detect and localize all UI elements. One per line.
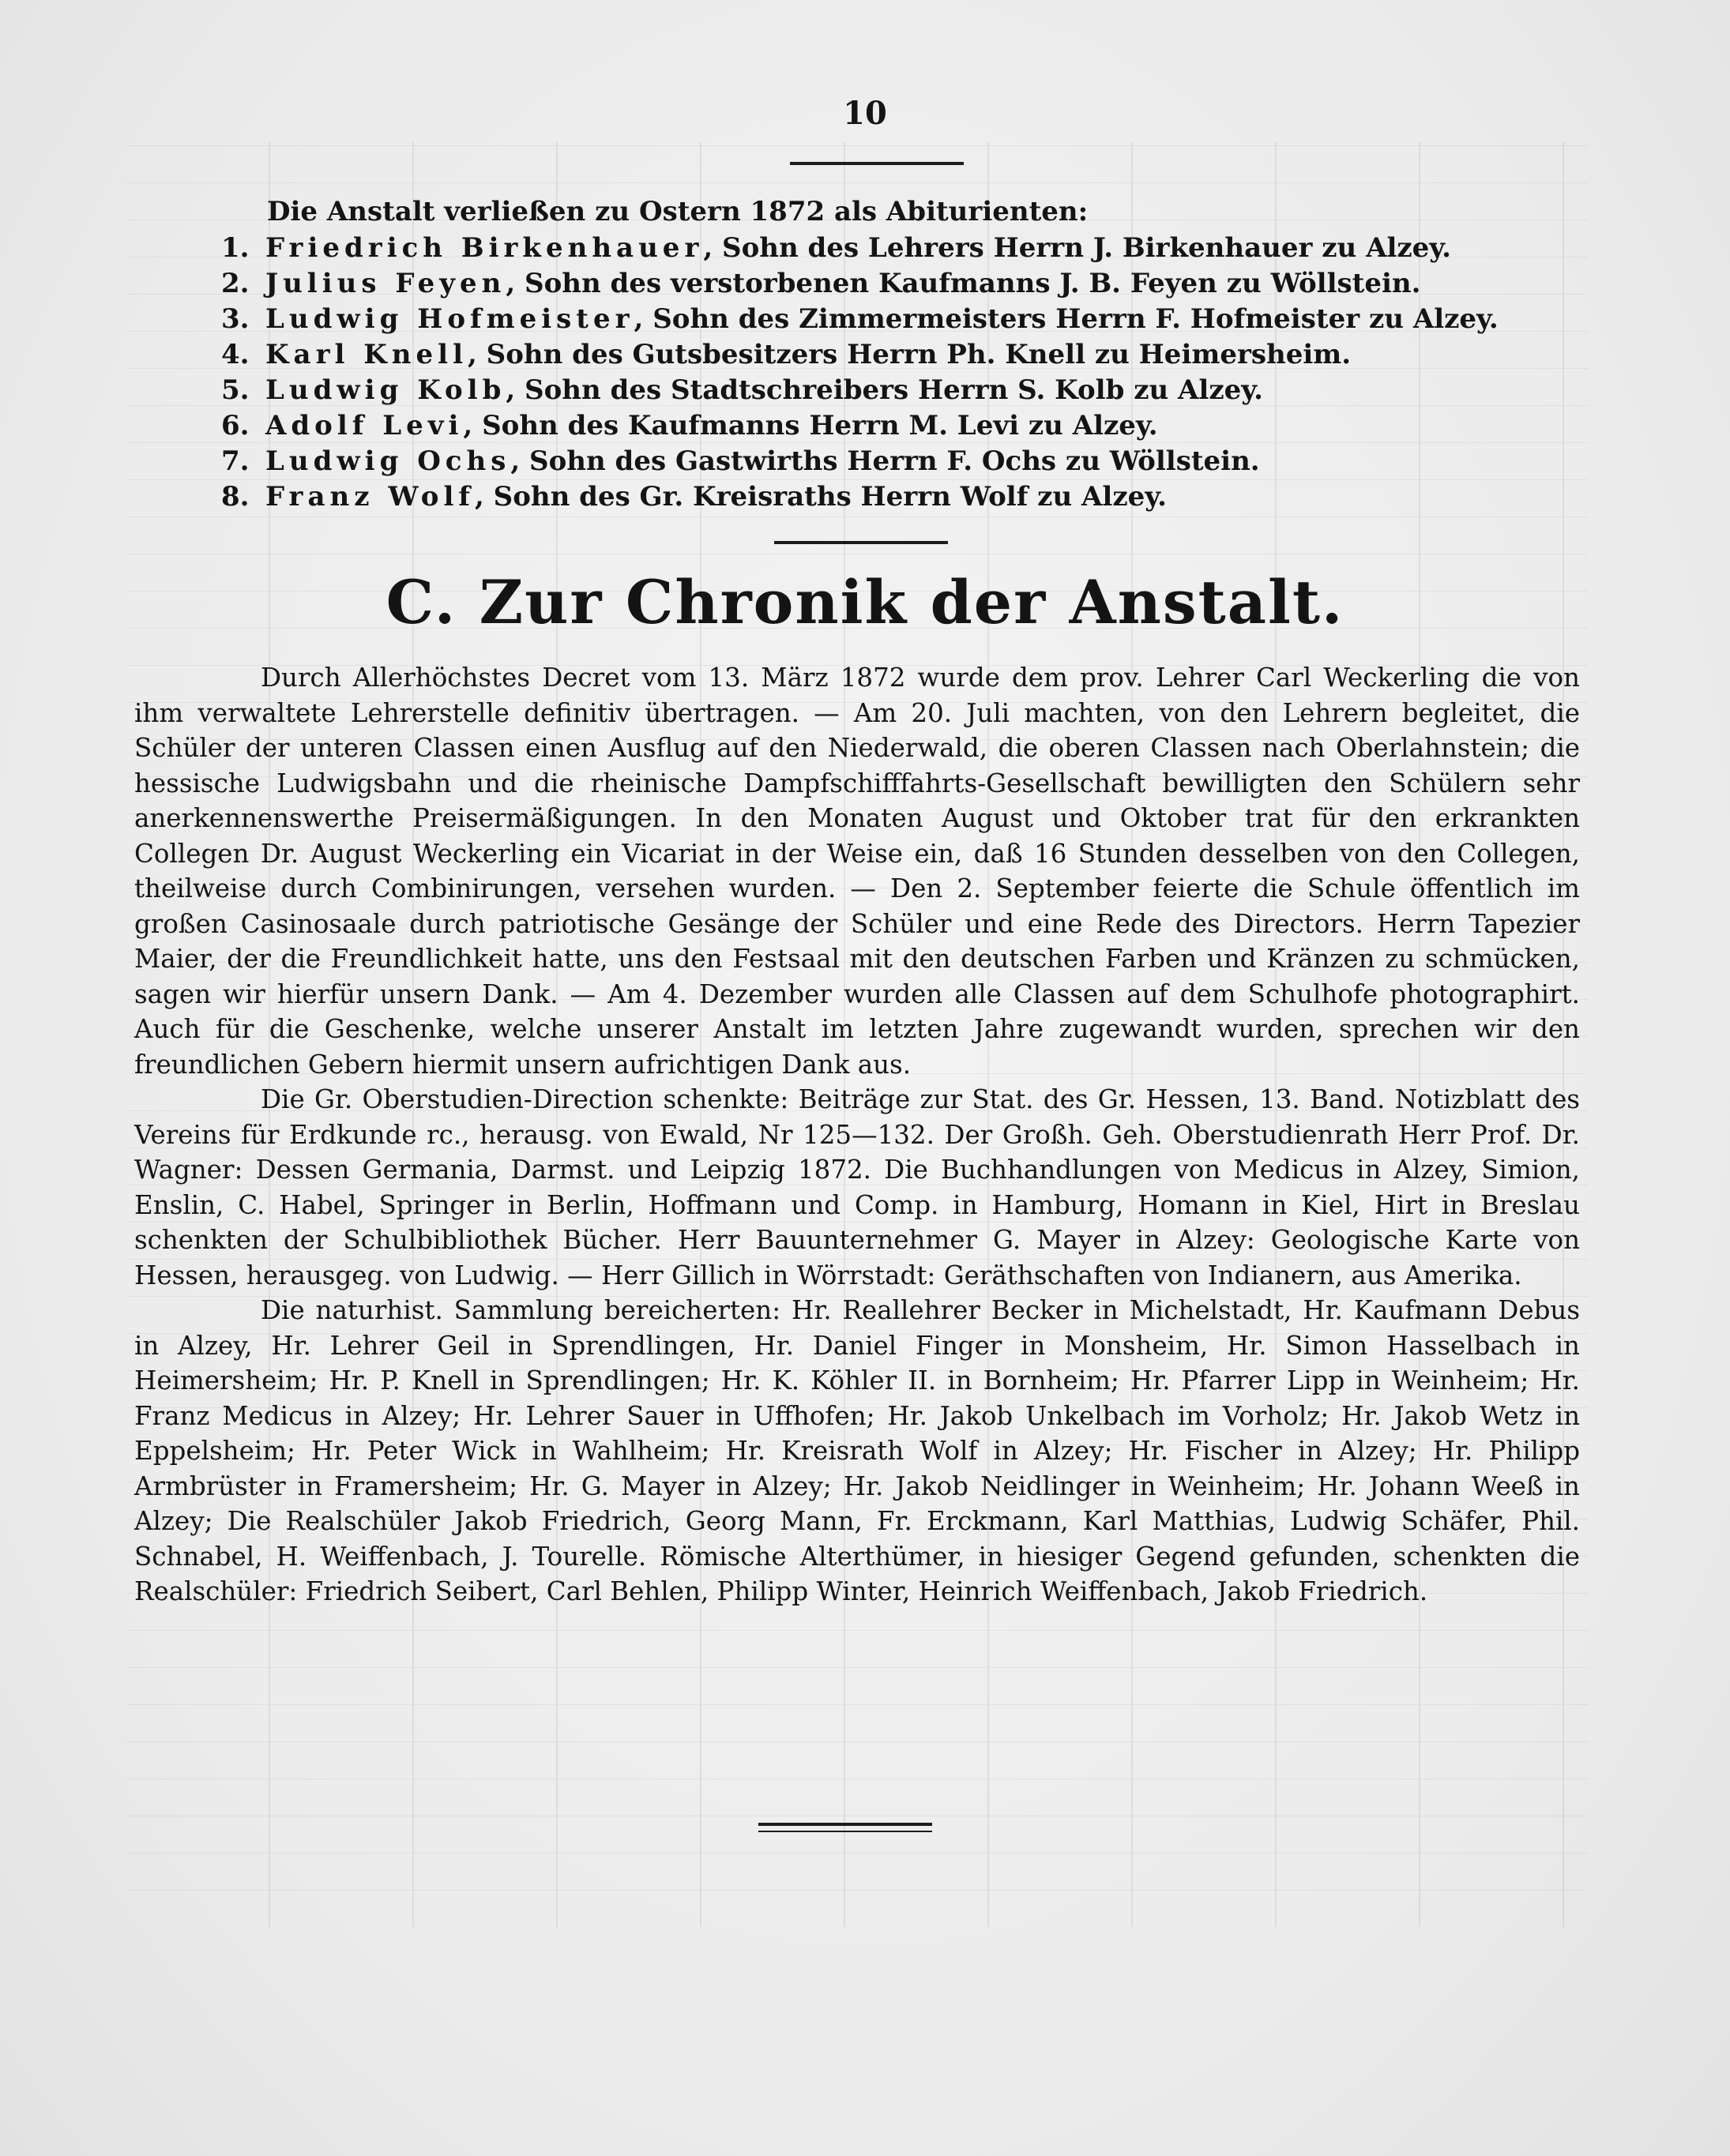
student-info: , Sohn des Gastwirths Herrn F. Ochs zu Wöllstein. bbox=[510, 445, 1260, 477]
end-rule-thick bbox=[758, 1823, 932, 1826]
student-info: , Sohn des Stadtschreibers Herrn S. Kolb zu Alzey. bbox=[506, 374, 1263, 406]
student-name: Ludwig Hofmeister bbox=[265, 303, 634, 335]
student-info: , Sohn des Lehrers Herrn J. Birkenhauer zu Alzey. bbox=[703, 232, 1451, 264]
item-number: 4. bbox=[221, 339, 250, 370]
item-number: 1. bbox=[221, 232, 250, 264]
abiturienten-intro: Die Anstalt verließen zu Ostern 1872 als Abiturienten: bbox=[267, 196, 1089, 227]
student-info: , Sohn des Gutsbesitzers Herrn Ph. Knell zu Heimersheim. bbox=[467, 339, 1352, 370]
student-name: Karl Knell bbox=[265, 339, 468, 370]
student-info: , Sohn des Gr. Kreisraths Herrn Wolf zu Alzey. bbox=[474, 481, 1167, 513]
end-rule-thin bbox=[758, 1831, 932, 1832]
list-item bbox=[221, 373, 1499, 408]
item-number: 7. bbox=[221, 445, 250, 477]
item-number: 8. bbox=[221, 481, 250, 513]
chronik-body bbox=[134, 660, 1580, 1609]
list-item bbox=[221, 408, 1499, 444]
student-name: Ludwig Kolb bbox=[265, 374, 506, 406]
student-name: Julius Feyen bbox=[265, 268, 506, 299]
student-info: , Sohn des Kaufmanns Herrn M. Levi zu Alzey. bbox=[463, 410, 1158, 441]
item-number: 6. bbox=[221, 410, 250, 441]
paragraph-events: Durch Allerhöchstes Decret vom 13. März 1872 wurde dem prov. Lehrer Carl Weckerling die von ihm verwaltete Lehrerstelle definitiv übertragen. — Am 20. Juli machten, von den Lehrern begleitet, die Schüler der unteren Classen einen Ausflug auf den Niederwald, die oberen Classen nach Oberlahnstein; die hessische Ludwigsbahn und die rheinische Dampfschifffahrts-Gesellschaft bewilligten den Schülern sehr anerkennenswerthe Preisermäßigungen. In den Monaten August und Oktober trat für den erkrankten Collegen Dr. August Weckerling ein Vicariat in der Weise ein, daß 16 Stunden desselben von den Collegen, theilweise durch Combinirungen, versehen wurden. — Den 2. September feierte die Schule öffentlich im großen Casinosaale durch patriotische Gesänge der Schüler und eine Rede des Directors. Herrn Tapezier Maier, der die Freundlichkeit hatte, uns den Festsaal mit den deutschen Farben und Kränzen zu schmücken, sagen wir hierfür unsern Dank. — Am 4. Dezember wurden alle Classen auf dem Schulhofe photographirt. Auch für die Geschenke, welche unserer Anstalt im letzten Jahre zugewandt wurden, sprechen wir den freundlichen Gebern hiermit unsern aufrichtigen Dank aus. bbox=[134, 663, 1580, 1080]
student-name: Adolf Levi bbox=[265, 410, 464, 441]
page-number: 10 bbox=[843, 95, 887, 132]
paragraph-donations-books: Die Gr. Oberstudien-Direction schenkte: Beiträge zur Stat. des Gr. Hessen, 13. Band. Notizblatt des Vereins für Erdkunde rc., herausg. von Ewald, Nr 125—132. Der Großh. Geh. Oberstudienrath Herr Prof. Dr. Wagner: Dessen Germania, Darmst. und Leipzig 1872. Die Buchhandlungen von Medicus in Alzey, Simion, Enslin, C. Habel, Springer in Berlin, Hoffmann und Comp. in Hamburg, Homann in Kiel, Hirt in Breslau schenkten der Schulbibliothek Bücher. Herr Bauunternehmer G. Mayer in Alzey: Geologische Karte von Hessen, herausgeg. von Ludwig. — Herr Gillich in Wörrstadt: Geräthschaften von Indianern, aus Amerika. bbox=[134, 1084, 1580, 1290]
section-rule bbox=[774, 541, 948, 544]
student-name: Friedrich Birkenhauer bbox=[265, 232, 704, 264]
student-name: Ludwig Ochs bbox=[265, 445, 511, 477]
item-number: 5. bbox=[221, 374, 250, 406]
student-info: , Sohn des Zimmermeisters Herrn F. Hofmeister zu Alzey. bbox=[634, 303, 1499, 335]
abiturienten-list bbox=[221, 231, 1499, 515]
student-info: , Sohn des verstorbenen Kaufmanns J. B. Feyen zu Wöllstein. bbox=[506, 268, 1421, 299]
list-item bbox=[221, 479, 1499, 515]
paragraph-donations-collection: Die naturhist. Sammlung bereicherten: Hr. Reallehrer Becker in Michelstadt, Hr. Kaufmann Debus in Alzey, Hr. Lehrer Geil in Sprendlingen, Hr. Daniel Finger in Monsheim, Hr. Simon Hasselbach in Heimersheim; Hr. P. Knell in Sprendlingen; Hr. K. Köhler II. in Bornheim; Hr. Pfarrer Lipp in Weinheim; Hr. Franz Medicus in Alzey; Hr. Lehrer Sauer in Uffhofen; Hr. Jakob Unkelbach im Vorholz; Hr. Jakob Wetz in Eppelsheim; Hr. Peter Wick in Wahlheim; Hr. Kreisrath Wolf in Alzey; Hr. Fischer in Alzey; Hr. Philipp Armbrüster in Framersheim; Hr. G. Mayer in Alzey; Hr. Jakob Neidlinger in Weinheim; Hr. Johann Weeß in Alzey; Die Realschüler Jakob Friedrich, Georg Mann, Fr. Erckmann, Karl Matthias, Ludwig Schäfer, Phil. Schnabel, H. Weiffenbach, J. Tourelle. Römische Alterthümer, in hiesiger Gegend gefunden, schenkten die Realschüler: Friedrich Seibert, Carl Behlen, Philipp Winter, Heinrich Weiffenbach, Jakob Friedrich. bbox=[134, 1295, 1580, 1606]
item-number: 3. bbox=[221, 303, 250, 335]
section-title: C. Zur Chronik der Anstalt. bbox=[385, 567, 1345, 637]
student-name: Franz Wolf bbox=[265, 481, 475, 513]
top-rule bbox=[790, 162, 964, 165]
list-item bbox=[221, 444, 1499, 479]
list-item bbox=[221, 337, 1499, 373]
item-number: 2. bbox=[221, 268, 250, 299]
list-item bbox=[221, 266, 1499, 302]
list-item bbox=[221, 302, 1499, 337]
list-item bbox=[221, 231, 1499, 266]
